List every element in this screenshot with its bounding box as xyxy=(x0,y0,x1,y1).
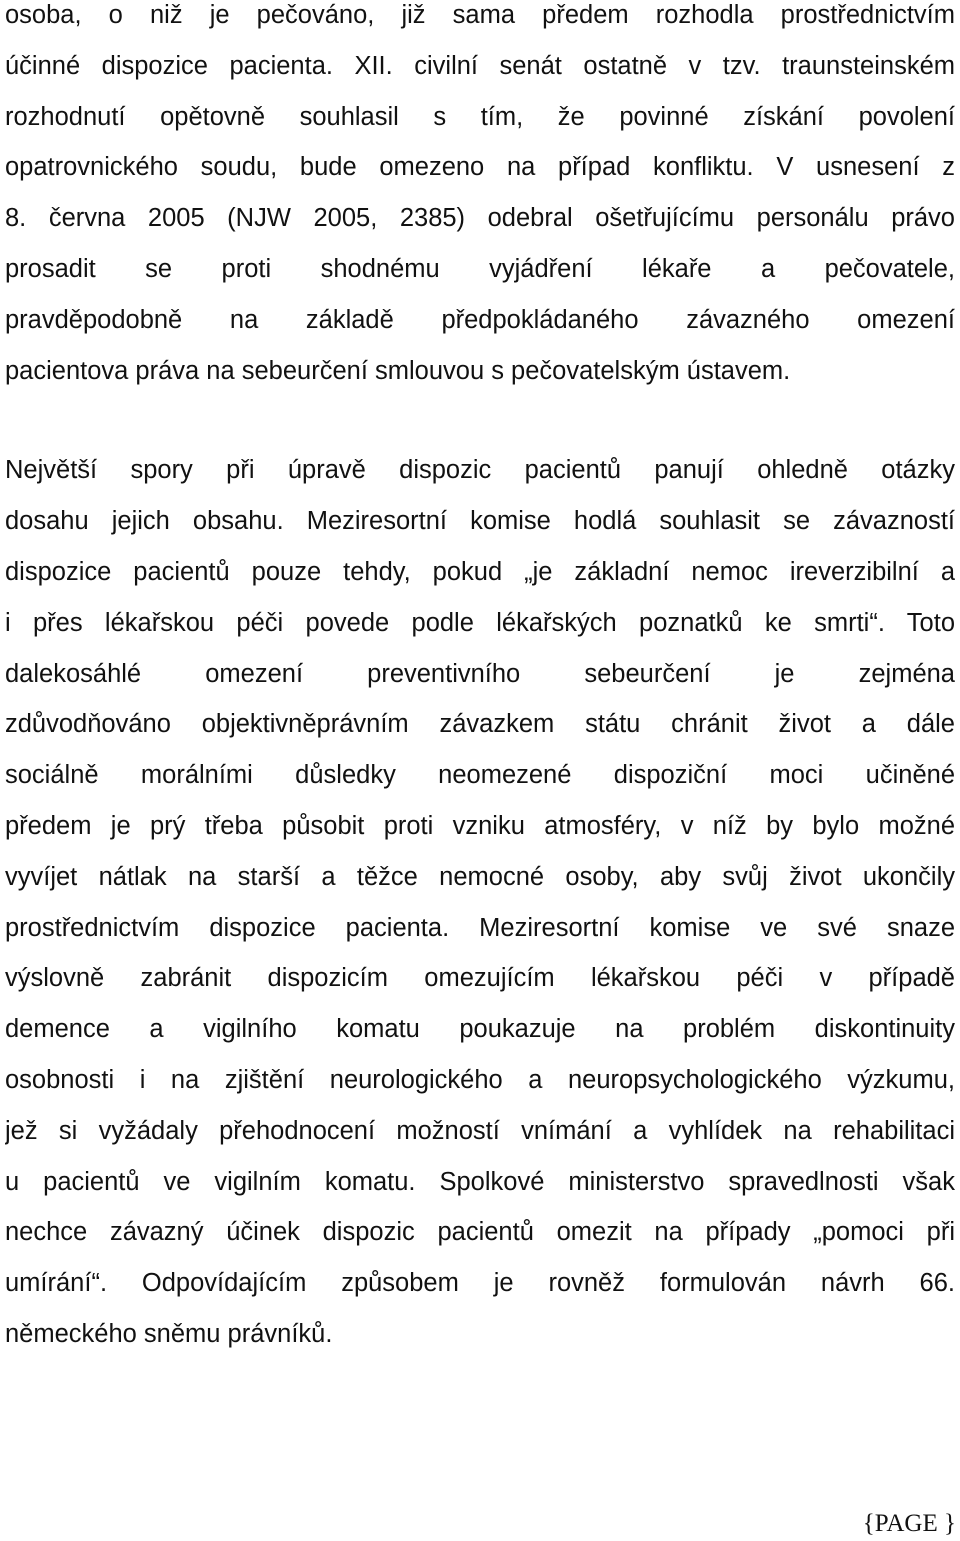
text-line: umírání“. Odpovídajícím způsobem je rovněž formulován návrh 66. xyxy=(5,1269,955,1298)
text-line: dosahu jejich obsahu. Meziresortní komise hodlá souhlasit se závazností xyxy=(5,507,955,536)
text-line: 8. června 2005 (NJW 2005, 2385) odebral ošetřujícímu personálu právo xyxy=(5,204,955,233)
paragraph xyxy=(5,445,955,1359)
text-line: Největší spory při úpravě dispozic pacientů panují ohledně otázky xyxy=(5,456,955,485)
page-number-field: {PAGE } xyxy=(862,1510,956,1537)
document-page xyxy=(5,0,955,1360)
text-line: prostřednictvím dispozice pacienta. Meziresortní komise ve své snaze xyxy=(5,913,955,942)
text-line: výslovně zabránit dispozicím omezujícím lékařskou péči v případě xyxy=(5,964,955,993)
text-line: pravděpodobně na základě předpokládaného závazného omezení xyxy=(5,305,955,334)
text-line: prosadit se proti shodnému vyjádření lékaře a pečovatele, xyxy=(5,254,955,283)
text-line: osobnosti i na zjištění neurologického a neuropsychologického výzkumu, xyxy=(5,1065,955,1094)
text-line: německého sněmu právníků. xyxy=(5,1319,333,1348)
text-line: pacientova práva na sebeurčení smlouvou s pečovatelským ústavem. xyxy=(5,356,791,385)
text-line: jež si vyžádaly přehodnocení možností vnímání a vyhlídek na rehabilitaci xyxy=(5,1116,955,1145)
paragraph xyxy=(5,0,955,396)
text-line: sociálně morálními důsledky neomezené dispoziční moci učiněné xyxy=(5,761,955,790)
text-line: zdůvodňováno objektivněprávním závazkem státu chránit život a dále xyxy=(5,710,955,739)
text-line: demence a vigilního komatu poukazuje na problém diskontinuity xyxy=(5,1015,955,1044)
text-line: předem je prý třeba působit proti vzniku atmosféry, v níž by bylo možné xyxy=(5,811,955,840)
text-line: i přes lékařskou péči povede podle lékařských poznatků ke smrti“. Toto xyxy=(5,608,955,637)
text-line: rozhodnutí opětovně souhlasil s tím, že povinné získání povolení xyxy=(5,102,955,131)
text-line: nechce závazný účinek dispozic pacientů omezit na případy „pomoci při xyxy=(5,1218,955,1247)
text-line: dispozice pacientů pouze tehdy, pokud „je základní nemoc ireverzibilní a xyxy=(5,557,955,586)
text-line: u pacientů ve vigilním komatu. Spolkové ministerstvo spravedlnosti však xyxy=(5,1167,955,1196)
text-line: dalekosáhlé omezení preventivního sebeurčení je zejména xyxy=(5,659,955,688)
text-line: osoba, o niž je pečováno, již sama předem rozhodla prostřednictvím xyxy=(5,1,955,29)
text-line: vyvíjet nátlak na starší a těžce nemocné osoby, aby svůj život ukončily xyxy=(5,862,955,891)
text-line: opatrovnického soudu, bude omezeno na případ konfliktu. V usnesení z xyxy=(5,153,955,182)
text-line: účinné dispozice pacienta. XII. civilní senát ostatně v tzv. traunsteinském xyxy=(5,51,955,80)
